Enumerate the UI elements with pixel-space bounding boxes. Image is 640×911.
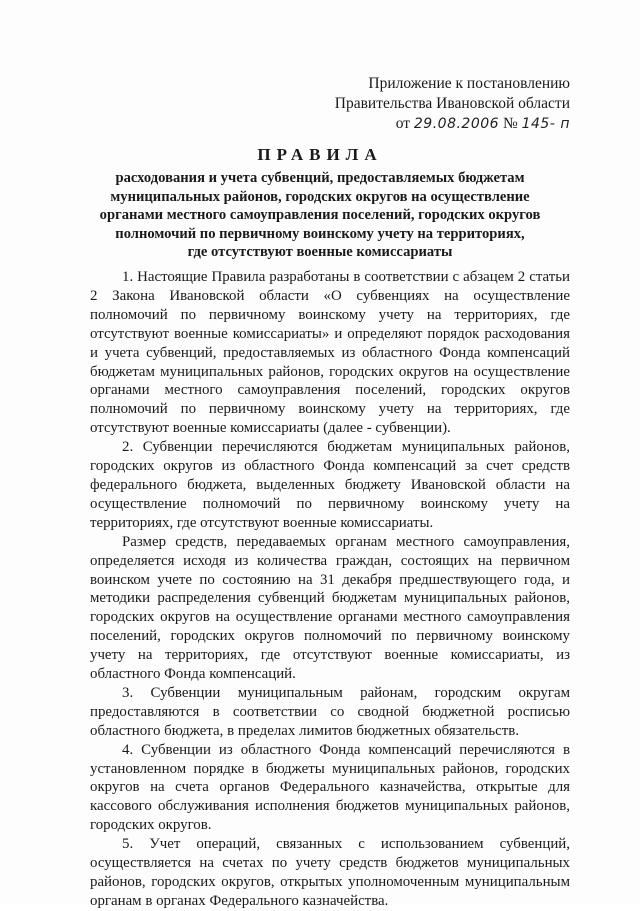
- date-prefix: от: [395, 115, 411, 132]
- paragraph-3: 3. Субвенции муниципальным районам, городским округам предоставляются в соответствии со сводной бюджетной росписью областного бюджета, в пределах лимитов бюджетных обязательств.: [90, 684, 570, 739]
- appendix-line-1: Приложение к постановлению: [368, 75, 570, 92]
- appendix-header: [320, 74, 570, 134]
- number-prefix: №: [502, 115, 518, 132]
- handwritten-date: 29.08.2006: [413, 116, 500, 132]
- paragraph-2-continued: Размер средств, передаваемых органам местного самоуправления, определяется исходя из количества граждан, состоящих на первичном воинском учете по состоянию на 31 декабря предшествующего года, и методики распределения субвенций бюджетам муниципальных районов, городских округов на осуществление органами местного самоуправления поселений, городских округов полномочий по первичному воинскому учету на территориях, где отсутствуют военные комиссариаты, из областного Фонда компенсаций.: [90, 533, 570, 683]
- paragraph-4: 4. Субвенции из областного Фонда компенсаций перечисляются в установленном порядке в бюджеты муниципальных районов, городских округов на счета органов Федерального казначейства, открытые для кассового обслуживания исполнения бюджетов муниципальных районов, городских округов.: [90, 741, 570, 834]
- subtitle-line: где отсутствуют военные комиссариаты: [187, 244, 453, 260]
- document-title-block: [90, 143, 550, 262]
- paragraph-5: 5. Учет операций, связанных с использованием субвенций, осуществляется на счетах по учету средств бюджетов муниципальных районов, городских округов, открытых уполномоченным муниципальным органам в органах Федерального казначейства.: [90, 836, 570, 909]
- subtitle-line: органами местного самоуправления поселений, городских округов: [99, 207, 541, 223]
- handwritten-number: 145- п: [521, 116, 570, 132]
- subtitle-line: расходования и учета субвенций, предоставляемых бюджетам: [115, 170, 525, 186]
- paragraph-1: 1. Настоящие Правила разработаны в соответствии с абзацем 2 статьи 2 Закона Ивановской области «О субвенциях на осуществление полномочий по первичному воинскому учету на территориях, где отсутствуют военные комиссариаты» и определяют порядок расходования и учета субвенций, предоставляемых из областного Фонда компенсаций бюджетам муниципальных районов, городских округов на осуществление органами местного самоуправления поселений, городских округов полномочий по первичному воинскому учету на территориях, где отсутствуют военные комиссариаты (далее - субвенции).: [90, 269, 570, 437]
- document-body: [90, 268, 570, 911]
- subtitle-line: полномочий по первичному воинскому учету на территориях,: [115, 225, 525, 242]
- appendix-date-line: [320, 114, 570, 134]
- document-subtitle: [90, 169, 550, 262]
- document-title: ПРАВИЛА: [257, 145, 383, 164]
- paragraph-2: 2. Субвенции перечисляются бюджетам муниципальных районов, городских округов из областного Фонда компенсаций за счет средств федерального бюджета, выделенных бюджету Ивановской области на осуществление полномочий по первичному воинскому учету на территориях, где отсутствуют военные комиссариаты.: [90, 439, 570, 531]
- subtitle-line: муниципальных районов, городских округов на осуществление: [110, 188, 530, 205]
- appendix-line-2: Правительства Ивановской области: [334, 95, 570, 112]
